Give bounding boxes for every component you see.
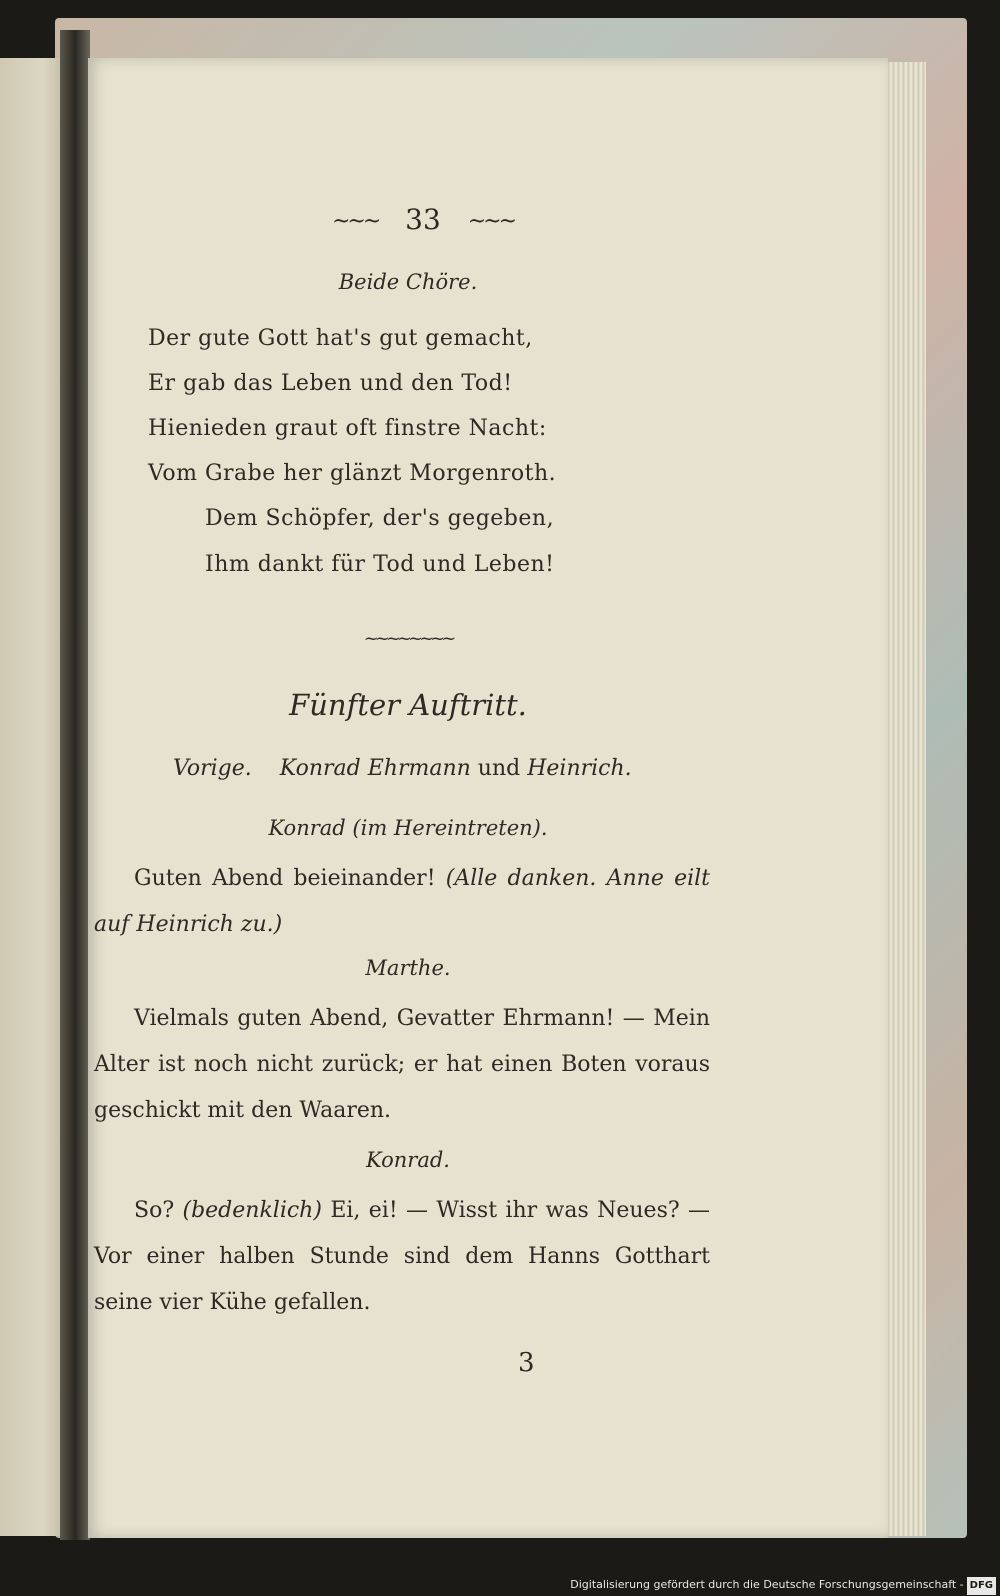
credit-footer	[570, 1576, 996, 1594]
speech1-line: Guten Abend beieinander!	[134, 866, 436, 891]
speech3-line-a: So?	[134, 1198, 175, 1223]
speech1-stage: (Alle danken. Anne eilt auf Heinrich zu.)	[94, 866, 711, 937]
speech3-speaker: Konrad.	[366, 1148, 450, 1172]
section-divider: ~~~~~~~~	[363, 628, 453, 649]
verse-line: Der gute Gott hat's gut gemacht,	[148, 326, 533, 351]
speech3-stage: (bedenklich)	[182, 1198, 322, 1223]
page-number: 33	[405, 203, 441, 236]
speech2-text: Vielmals guten Abend, Gevatter Ehrmann! — Mein Alter ist noch nicht zurück; er hat einen Boten voraus geschickt mit den Waaren.	[94, 1006, 710, 1123]
header-ornament-left: ~~~	[331, 209, 379, 234]
speech1-speaker-name: Konrad	[268, 816, 346, 840]
cast-last: Heinrich.	[527, 756, 632, 781]
book-gutter	[60, 30, 90, 1540]
verse-speaker: Beide Chöre.	[338, 270, 478, 294]
verse-line: Vom Grabe her glänzt Morgenroth.	[148, 461, 557, 486]
scene-title: Fünfter Auftritt.	[289, 688, 527, 722]
page-header	[303, 203, 543, 236]
header-ornament-right: ~~~	[467, 209, 515, 234]
speech1-direction: (im Hereintreten).	[352, 816, 548, 840]
credit-text: Digitalisierung gefördert durch die Deutsche Forschungsgemeinschaft -	[570, 1578, 964, 1591]
cast-label: Vorige.	[173, 756, 252, 781]
cast-names: Konrad Ehrmann	[279, 756, 471, 781]
verse-line: Hienieden graut oft finstre Nacht:	[148, 416, 547, 441]
speech1-speaker	[208, 816, 608, 840]
speech2-speaker: Marthe.	[365, 956, 451, 980]
signature-mark: 3	[518, 1348, 535, 1378]
dfg-logo: DFG	[967, 1577, 996, 1595]
speech3-text	[94, 1188, 710, 1326]
cast-and: und	[477, 756, 521, 781]
verse-line: Dem Schöpfer, der's gegeben,	[205, 506, 555, 531]
cast-line	[173, 756, 632, 781]
verse-line: Ihm dankt für Tod und Leben!	[205, 552, 555, 577]
book-page	[88, 58, 888, 1538]
speech1-text	[94, 856, 710, 948]
speech3-line-b: Ei, ei! — Wisst ihr was Neues? — Vor einer halben Stunde sind dem Hanns Gotthart seine vier Kühe gefallen.	[94, 1198, 711, 1315]
verse-line: Er gab das Leben und den Tod!	[148, 371, 513, 396]
